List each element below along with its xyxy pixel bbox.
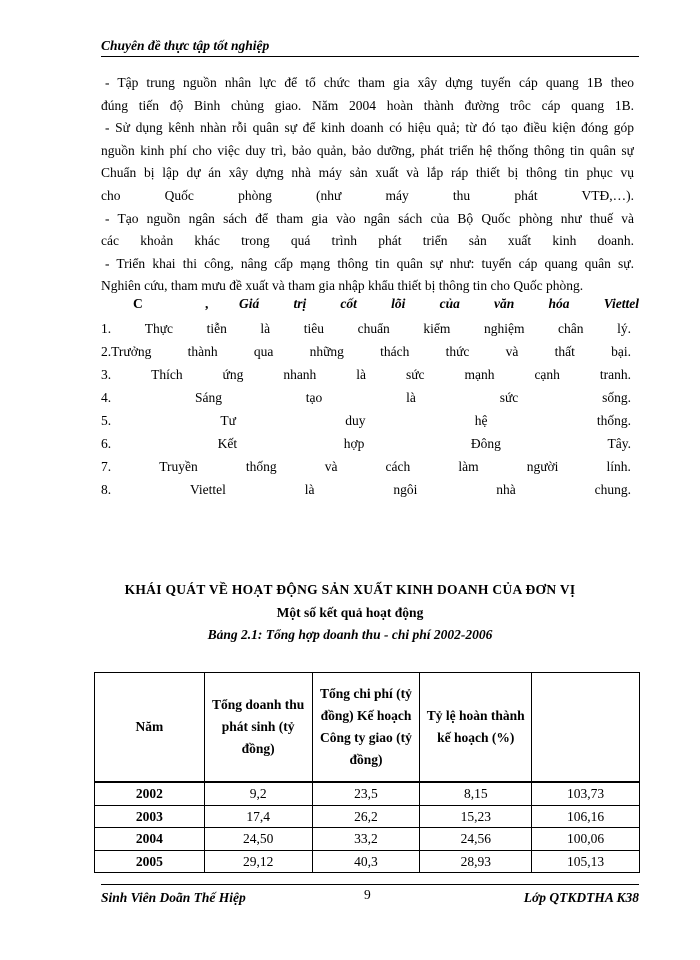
core-value-word: tiễn (206, 321, 227, 336)
page-header: Chuyên đề thực tập tốt nghiệp (101, 38, 639, 57)
core-value-word: là (260, 321, 271, 336)
core-value-item (101, 455, 631, 478)
core-value-item (101, 317, 631, 340)
core-value-word: thức (445, 344, 470, 359)
core-value-word: 2.Trưởng (101, 344, 152, 359)
core-value-word: tiêu (303, 321, 324, 336)
table-cell-year: 2003 (95, 805, 205, 828)
core-values-title: Giá trị cốt lõi của văn hóa Viettel (239, 296, 639, 311)
table-cell: 28,93 (420, 850, 532, 873)
core-value-word: chân (558, 321, 584, 336)
core-value-word: thất (554, 344, 575, 359)
table-row (95, 850, 640, 873)
table-cell: 9,2 (204, 782, 312, 805)
core-value-word: cách (385, 459, 411, 474)
core-value-word: Đông (470, 436, 501, 451)
revenue-cost-table (94, 672, 640, 873)
core-value-word: Thích (151, 367, 183, 382)
table-cell-year: 2004 (95, 828, 205, 851)
body-line: - Tạo nguồn ngân sách để tham gia vào ngân sách của Bộ Quốc phòng như thuế và (105, 210, 634, 226)
body-line: Nghiên cứu, tham mưu đề xuất và tham gia nhập khẩu thiết bị thông tin cho Quốc phòng. (101, 278, 584, 294)
core-value-word: 6. (101, 436, 112, 451)
table-caption: Bảng 2.1: Tổng hợp doanh thu - chi phí 2002-2006 (207, 627, 493, 642)
core-value-word: làm (458, 459, 479, 474)
core-value-word: Sáng (194, 390, 222, 405)
core-value-word: nghiệm (483, 321, 525, 336)
core-value-word: Kết (217, 436, 238, 451)
table-cell: 100,06 (532, 828, 640, 851)
core-value-item (101, 409, 631, 432)
table-cell: 8,15 (420, 782, 532, 805)
core-value-word: là (304, 482, 315, 497)
table-cell: 106,16 (532, 805, 640, 828)
table-cell: 24,50 (204, 828, 312, 851)
core-value-word: thống (245, 459, 277, 474)
core-value-word: 4. (101, 390, 112, 405)
core-value-word: bại. (611, 344, 631, 359)
core-value-word: là (406, 390, 416, 405)
table-cell-year: 2005 (95, 850, 205, 873)
core-value-word: 7. (101, 459, 112, 474)
table-cell: 105,13 (532, 850, 640, 873)
table-cell: 17,4 (204, 805, 312, 828)
core-value-word: người (526, 459, 559, 474)
section-subtitle: Một số kết quả hoạt động (276, 605, 424, 620)
core-value-word: chuẩn (357, 321, 390, 336)
table-cell: 15,23 (420, 805, 532, 828)
table-cell: 23,5 (312, 782, 420, 805)
core-value-word: kiểm (423, 321, 451, 336)
table-cell: 29,12 (204, 850, 312, 873)
core-value-item (101, 340, 631, 363)
core-value-word: hệ (474, 413, 488, 428)
core-value-item (101, 478, 631, 501)
core-value-item (101, 386, 631, 409)
table-row (95, 828, 640, 851)
core-value-word: lính. (606, 459, 631, 474)
body-line: - Sử dụng kênh nhàn rỗi quân sự để kinh doanh có hiệu quả; từ đó tạo điều kiện đóng góp (105, 120, 634, 136)
core-value-word: thách (380, 344, 410, 359)
table-row (95, 782, 640, 805)
core-value-word: tạo (305, 390, 323, 405)
core-value-item (101, 432, 631, 455)
core-value-word: duy (345, 413, 366, 428)
core-value-word: thành (187, 344, 218, 359)
page-footer (101, 884, 639, 907)
core-value-word: lý. (617, 321, 631, 336)
core-value-word: Tây. (607, 436, 631, 451)
heading-letter: C (133, 296, 143, 311)
core-value-word: Tư (220, 413, 236, 428)
body-line: đúng tiến độ Binh chủng giao. Năm 2004 hoàn thành đường trôc cáp quang 1B. (101, 97, 634, 113)
table-row (95, 805, 640, 828)
core-value-word: 5. (101, 413, 112, 428)
core-value-word: sống. (602, 390, 631, 405)
core-value-word: ứng (222, 367, 244, 382)
core-value-word: nhà (496, 482, 516, 497)
core-value-word: 1. (101, 321, 112, 336)
core-value-word: mạnh (464, 367, 495, 382)
footer-class: Lớp QTKDTHA K38 (523, 890, 639, 905)
core-value-word: là (356, 367, 367, 382)
table-cell: 40,3 (312, 850, 420, 873)
core-value-word: những (309, 344, 344, 359)
core-value-word: nhanh (283, 367, 317, 382)
col-header-year: Năm (95, 673, 205, 783)
page-number: 9 (364, 887, 371, 902)
core-value-word: cạnh (534, 367, 560, 382)
body-line: cho Quốc phòng (như máy thu phát VTĐ,…). (101, 187, 634, 203)
core-value-word: 8. (101, 482, 112, 497)
table-cell: 26,2 (312, 805, 420, 828)
core-value-word: sức (405, 367, 425, 382)
body-paragraphs (101, 72, 634, 298)
body-line: - Triển khai thi công, nâng cấp mạng thông tin quân sự như: tuyến cáp quang quân sự. (105, 255, 634, 271)
core-value-word: Truyền (159, 459, 198, 474)
table-cell: 24,56 (420, 828, 532, 851)
core-value-word: thống. (596, 413, 631, 428)
core-value-word: 3. (101, 367, 112, 382)
body-line: Chuẩn bị lập dự án xây dựng nhà máy sản xuất và lắp ráp thiết bị thông tin phục vụ (101, 165, 634, 181)
col-header-completion: Tỷ lệ hoàn thành kế hoạch (%) (420, 673, 532, 783)
body-line: nguồn kinh phí cho việc duy trì, bảo quản, bảo dưỡng, phát triển hệ thống thông tin quân sự (101, 142, 634, 158)
body-line: - Tập trung nguồn nhân lực để tổ chức tham gia xây dựng tuyến cáp quang 1B theo (105, 75, 634, 90)
section-title: KHÁI QUÁT VỀ HOẠT ĐỘNG SẢN XUẤT KINH DOANH CỦA ĐƠN VỊ (124, 582, 576, 597)
col-header-revenue: Tổng doanh thu phát sinh (tỷ đồng) (204, 673, 312, 783)
core-value-word: sức (499, 390, 519, 405)
core-values-list (101, 317, 631, 501)
table-cell: 103,73 (532, 782, 640, 805)
core-value-word: và (324, 459, 338, 474)
core-value-word: Viettel (189, 482, 226, 497)
core-value-word: hợp (343, 436, 365, 451)
core-value-word: và (505, 344, 519, 359)
table-cell: 33,2 (312, 828, 420, 851)
heading-comma: , (205, 296, 209, 311)
col-header-empty (532, 673, 640, 783)
table-cell-year: 2002 (95, 782, 205, 805)
core-value-word: ngôi (393, 482, 418, 497)
col-header-cost: Tổng chi phí (tỷ đồng) Kế hoạch Công ty giao (tỷ đồng) (312, 673, 420, 783)
body-line: các khoản khác trong quá trình phát triển sản xuất kinh doanh. (101, 233, 634, 249)
table-header-row (95, 673, 640, 783)
core-values-heading (101, 296, 639, 318)
core-value-word: tranh. (599, 367, 631, 382)
core-value-word: Thực (144, 321, 174, 336)
core-value-word: chung. (594, 482, 631, 497)
footer-student: Sinh Viên Doãn Thế Hiệp (101, 890, 246, 905)
core-value-item (101, 363, 631, 386)
core-value-word: qua (253, 344, 274, 359)
